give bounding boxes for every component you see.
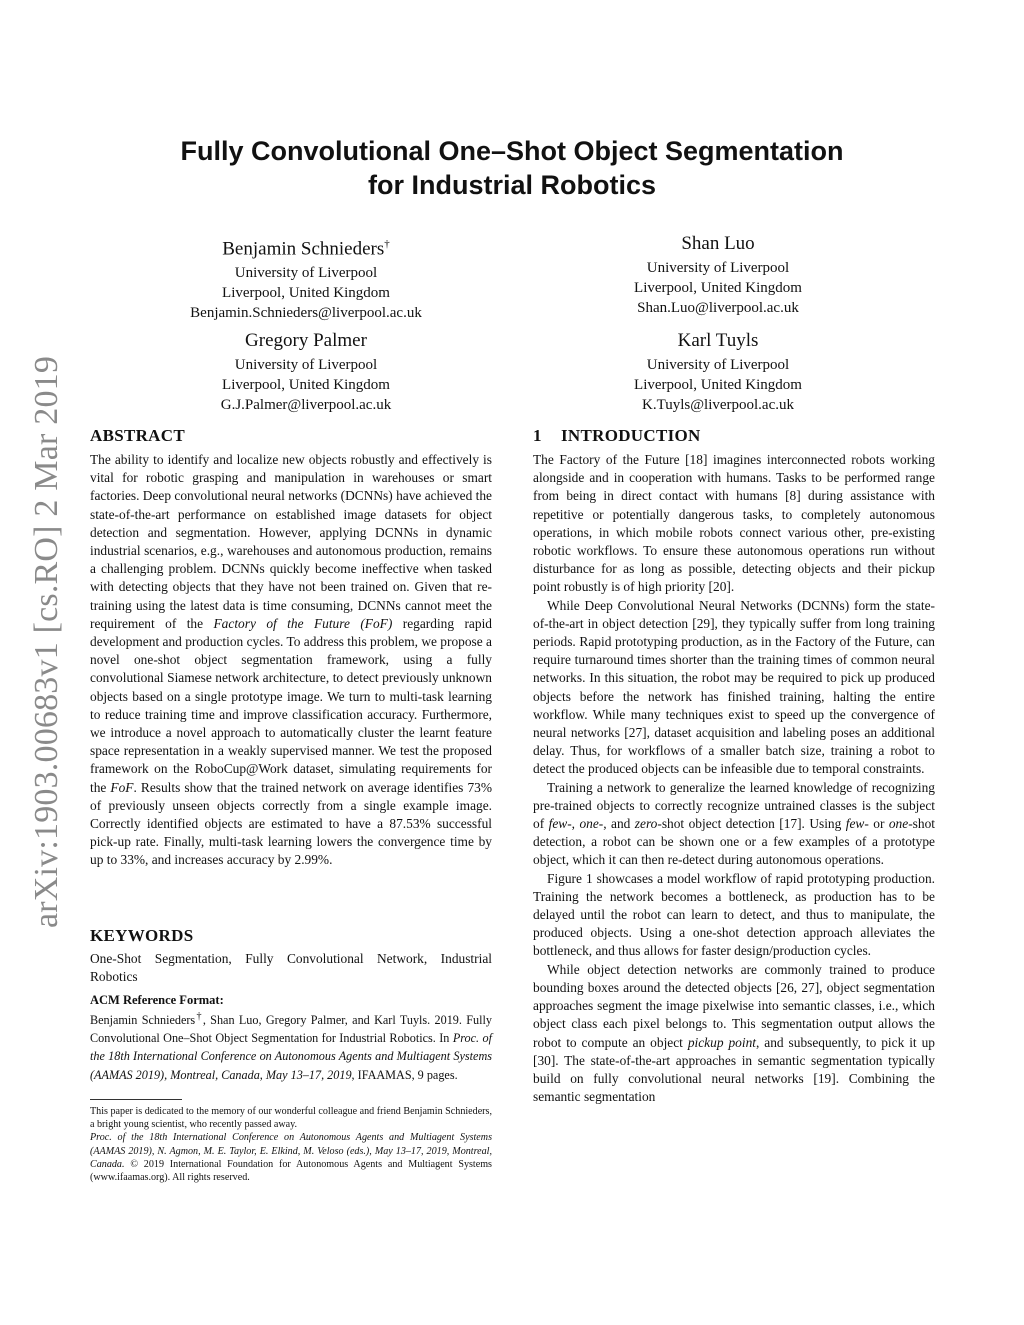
author-affiliation: University of Liverpool	[234, 265, 378, 282]
intro-paragraph: While Deep Convolutional Neural Networks (DCNNs) form the state-of-the-art in object detection [29], they typically suffer from long training periods. Rapid prototyping production, as in the Factory of the Future, can require turnaround times shorter than the training times of common neural networks. In this situation, the robot may be required to pick up produced objects before the network has finished training, halting the entire workflow. While many techniques exist to speed up the convergence of neural networks [27], dataset acquisition and labeling poses an additional delay. Thus, for workflows of a smaller batch size, training a robot to detect the produced objects can be infeasible due to temporal constraints.	[533, 597, 935, 777]
author-affiliation: University of Liverpool	[646, 260, 790, 276]
intro-paragraph: The Factory of the Future [18] imagines interconnected robots working alongside and in cooperation with humans. Tasks to be performed range from being in direct contact with humans [8] during assistance with repetitive or potentially dangerous tasks, to completely autonomous operations, in which mobile robots connect various other, pre-existing robotic workflows. To ensure these autonomous operations run without disturbance for as long as possible, detecting objects and their pickup point robustly is of high priority [20].	[533, 452, 935, 595]
author-name: Gregory Palmer	[245, 330, 367, 351]
author-affiliation: University of Liverpool	[234, 357, 378, 373]
author-location: Liverpool, United Kingdom	[222, 377, 390, 393]
introduction-text	[533, 451, 935, 1106]
author-email[interactable]: Benjamin.Schnieders@liverpool.ac.uk	[190, 305, 422, 322]
author-location: Liverpool, United Kingdom	[634, 377, 802, 393]
title-line-2: for Industrial Robotics	[367, 170, 656, 200]
abstract-heading: ABSTRACT	[90, 426, 185, 445]
acm-reference-heading: ACM Reference Format:	[90, 993, 224, 1007]
author-block	[126, 230, 486, 323]
author-email[interactable]: Shan.Luo@liverpool.ac.uk	[637, 300, 799, 316]
intro-paragraph: Training a network to generalize the learned knowledge of recognizing pre-trained objects to correctly recognize untrained classes is the subject of few-, one-, and zero-shot object detection [17]. Using few- or one-shot detection, a robot can be shown one or a few examples of a prototype object, which it can then re-detect during autonomous operations.	[533, 779, 935, 868]
author-name: Karl Tuyls	[677, 330, 759, 351]
dedication-note: This paper is dedicated to the memory of our wonderful colleague and friend Benjamin Schnieders, a bright young scientist, who recently passed away.	[90, 1106, 492, 1131]
introduction-heading: 1 INTRODUCTION	[533, 426, 701, 445]
intro-paragraph: Figure 1 showcases a model workflow of rapid prototyping production. Training the network becomes a bottleneck, as production has to be delayed until the robot can learn to detect, and thus to manipulate, the produced objects. Using a one-shot detection approach alleviates the bottleneck, and thus allows for faster design/production cycles.	[533, 870, 935, 959]
keywords-text: One-Shot Segmentation, Fully Convolutional Network, Industrial Robotics	[90, 951, 492, 985]
author-email[interactable]: K.Tuyls@liverpool.ac.uk	[641, 397, 794, 413]
author-name: Shan Luo	[681, 233, 755, 254]
author-block	[538, 327, 898, 415]
proceedings-note: Proc. of the 18th International Conference on Autonomous Agents and Multiagent Systems (AAMAS 2019), N. Agmon, M. E. Taylor, E. Elkind, M. Veloso (eds.), May 13–17, 2019, Montreal, Canada. © 2019 International Foundation for Autonomous Agents and Multiagent Systems (www.ifaamas.org). All rights reserved.	[90, 1132, 492, 1184]
title-line-1: Fully Convolutional One–Shot Object Segmentation	[180, 136, 844, 166]
paper-title	[100, 134, 924, 202]
footnote	[90, 1105, 492, 1184]
author-block	[538, 230, 898, 318]
abstract-text: The ability to identify and localize new objects robustly and effectively is vital for robotic grasping and manipulation in warehouses or smart factories. Deep convolutional neural networks (DCNNs) have achieved the state-of-the-art performance on established image datasets for object detection and segmentation. However, applying DCNNs in dynamic industrial scenarios, e.g., warehouses and autonomous production, remains a challenging problem. DCNNs quickly become ineffective when tasked with detecting objects that they have not been trained on. Given that re-training using the latest data is time consuming, DCNNs cannot meet the requirement of the Factory of the Future (FoF) regarding rapid development and production cycles. To address this problem, we propose a novel one-shot object segmentation framework, using a fully convolutional Siamese network architecture, to detect previously unknown objects based on a single prototype image. We turn to multi-task learning to reduce training time and improve classification accuracy. Furthermore, we introduce a novel approach to automatically cluster the learnt feature space representation in a weakly supervised manner. We test the proposed framework on the RoboCup@Work dataset, simulating requirements for the FoF. Results show that the trained network on average identifies 73% of previously unseen objects correctly from a single example image. Correctly identified objects are estimated to have a 87.53% successful pick-up rate. Finally, multi-task learning lowers the convergence time by up to 33%, and increases accuracy by 2.99%.	[90, 452, 492, 868]
author-name: Benjamin Schnieders†	[222, 238, 390, 260]
acm-reference-text: Benjamin Schnieders†, Shan Luo, Gregory Palmer, and Karl Tuyls. 2019. Fully Convolutional One–Shot Object Segmentation for Industrial Robotics. In Proc. of the 18th International Conference on Autonomous Agents and Multiagent Systems (AAMAS 2019), Montreal, Canada, May 13–17, 2019, IFAAMAS, 9 pages.	[90, 1011, 492, 1082]
author-affiliation: University of Liverpool	[646, 357, 790, 373]
intro-paragraph: While object detection networks are commonly trained to produce bounding boxes around the detected objects [26, 27], object segmentation approaches segment the image pixelwise into semantic classes, i.e., which object class each pixel belongs to. This segmentation output allows the robot to compute an object pickup point, and subsequently, to pick it up [30]. The state-of-the-art approaches in semantic segmentation typically build on fully convolutional neural networks [19]. Combining the semantic segmentation	[533, 961, 935, 1105]
footnote-rule	[90, 1099, 182, 1100]
author-block	[126, 327, 486, 415]
author-email[interactable]: G.J.Palmer@liverpool.ac.uk	[220, 397, 392, 413]
section-number: 1	[533, 426, 542, 445]
arxiv-identifier-stamp: arXiv:1903.00683v1 [cs.RO] 2 Mar 2019	[28, 355, 65, 929]
author-location: Liverpool, United Kingdom	[634, 280, 802, 296]
keywords-heading: KEYWORDS	[90, 926, 194, 945]
author-location: Liverpool, United Kingdom	[222, 285, 390, 302]
